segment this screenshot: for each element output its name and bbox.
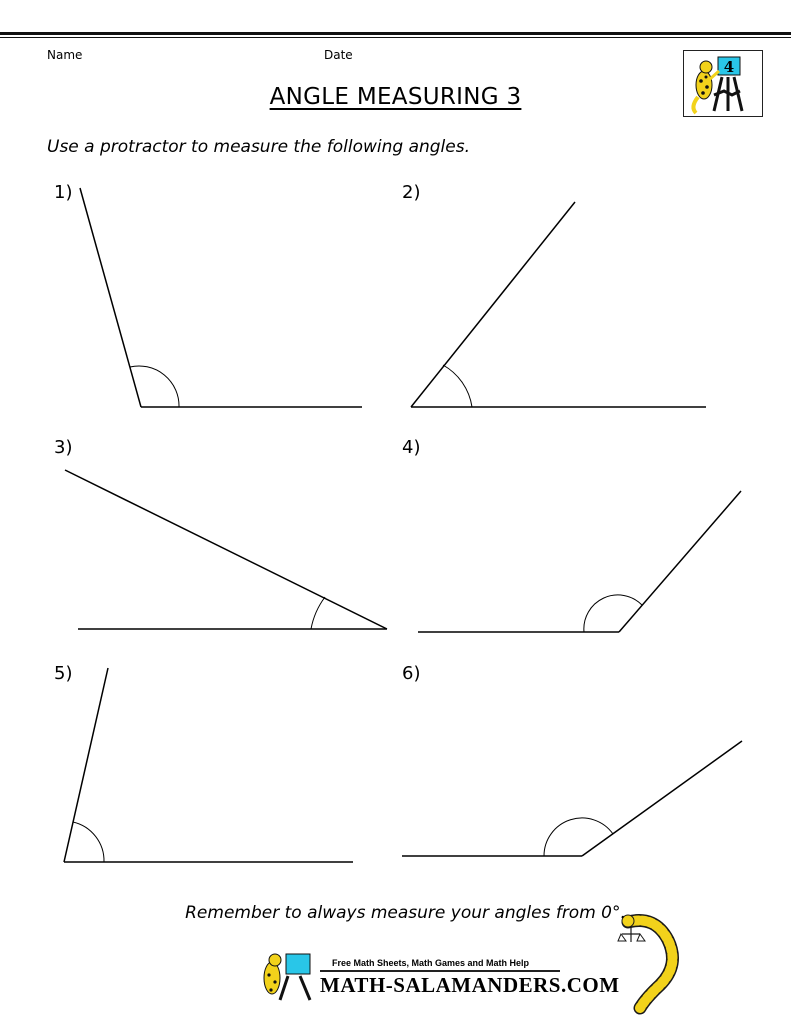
angle-1: [80, 188, 362, 407]
footer-rule: [320, 970, 560, 972]
salamander-footer-logo: [264, 954, 310, 1000]
question-3-label: 3): [54, 437, 73, 458]
angle-5: [64, 668, 353, 862]
question-4-label: 4): [402, 437, 421, 458]
question-5-label: 5): [54, 663, 73, 684]
angle-1-arc: [130, 366, 179, 407]
angle-4: [418, 491, 741, 632]
angle-6: [402, 741, 742, 856]
angle-3-ray-a: [65, 470, 387, 629]
angle-3: [65, 470, 387, 629]
angle-4-ray-b: [619, 491, 741, 632]
date-label: Date: [324, 48, 353, 62]
question-1-label: 1): [54, 182, 73, 203]
footer-tagline: Free Math Sheets, Math Games and Math Help: [332, 958, 530, 968]
logo-grade: 4: [723, 58, 735, 76]
angle-3-arc: [311, 597, 325, 629]
angle-6-ray-b: [582, 741, 742, 856]
angle-2: [411, 202, 706, 407]
footer-site-name: ATH-SALAMANDERS.COM: [340, 973, 620, 997]
salamander-scales-icon: [618, 915, 673, 1008]
footer-site-link[interactable]: [320, 973, 620, 998]
angle-1-ray-a: [80, 188, 141, 407]
angle-5-arc: [73, 822, 104, 862]
instruction-text: Use a protractor to measure the following angles.: [47, 137, 470, 157]
angle-2-ray-a: [411, 202, 575, 407]
reminder-text: Remember to always measure your angles from 0°.: [185, 903, 626, 923]
angle-5-ray-a: [64, 668, 108, 862]
question-2-label: 2): [402, 182, 421, 203]
angle-2-arc: [443, 365, 472, 407]
page-title-text: ANGLE MEASURING 3: [269, 84, 522, 110]
angle-4-arc: [584, 595, 642, 632]
angle-6-arc: [544, 818, 613, 856]
footer-site-initial: M: [320, 973, 341, 997]
question-6-label: 6): [402, 663, 421, 684]
name-label: Name: [47, 48, 83, 62]
